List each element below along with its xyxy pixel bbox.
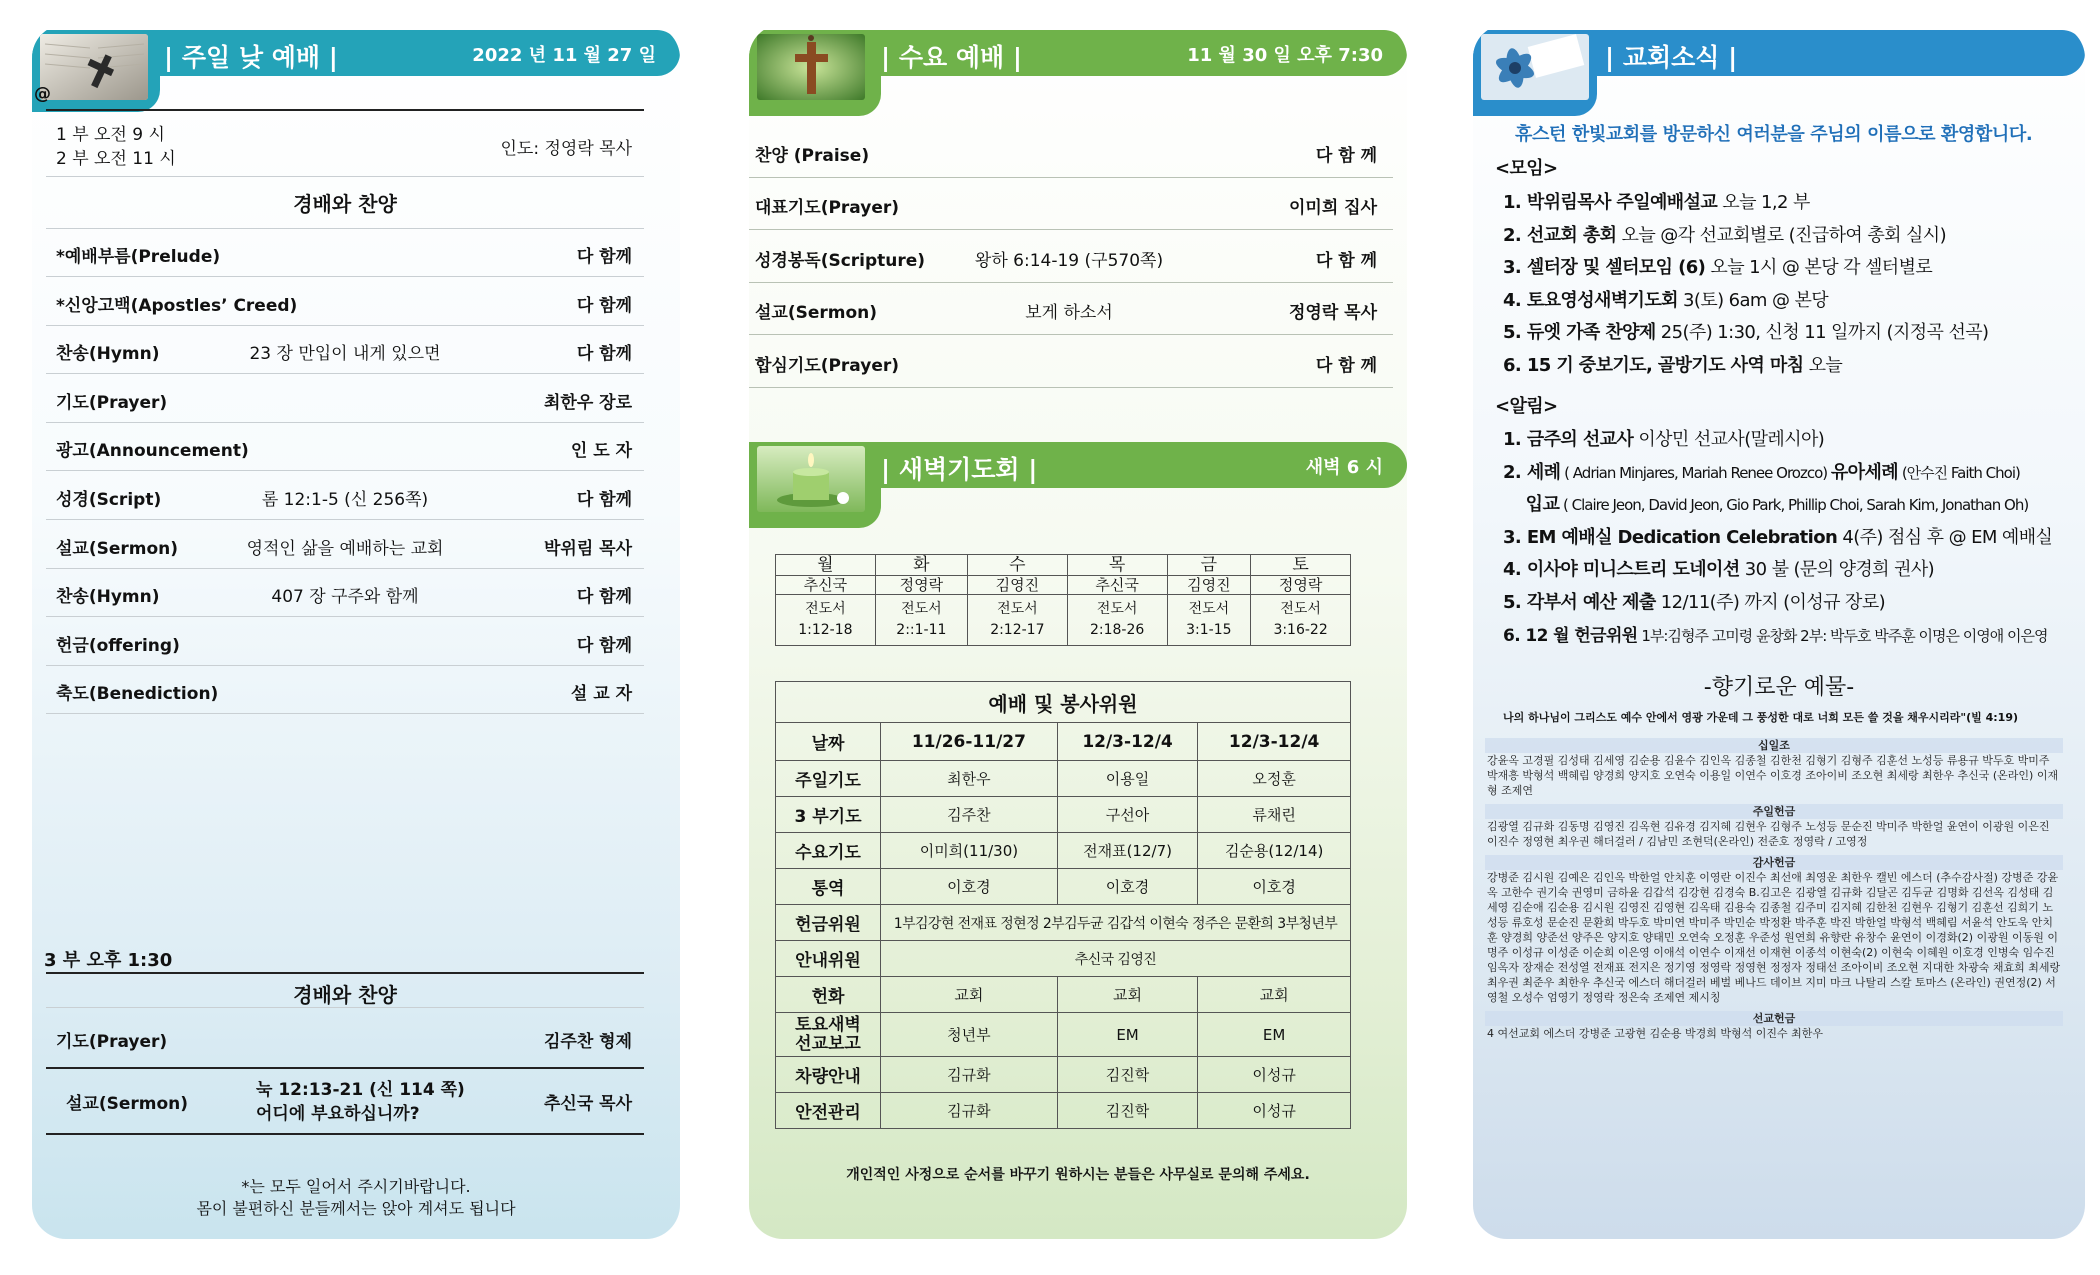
order-label: 헌금(offering) (56, 635, 180, 656)
dawn-prayer-time: 새벽 6 시 (1305, 457, 1383, 478)
order-label: 성경(Script) (56, 490, 162, 510)
order-row (46, 228, 644, 277)
gathering-item-title: 5. 듀엣 가족 찬양제 (1503, 322, 1656, 344)
notice-item-detail: ( Adrian Minjares, Mariah Renee Orozco) (1560, 463, 1831, 482)
wednesday-thumbnail-frame (749, 30, 881, 116)
volunteer-cell: 최한우 (881, 761, 1058, 797)
volunteer-header-cell: 12/3-12/4 (1057, 723, 1197, 761)
gathering-item-detail: 오늘 (1803, 355, 1843, 376)
order-row (46, 471, 644, 520)
sunday-service-panel (32, 24, 680, 1239)
volunteer-header-cell: 11/26-11/27 (881, 723, 1058, 761)
order-by: 다 함께 (576, 344, 632, 365)
gift-title: -향기로운 예물- (1703, 675, 1855, 700)
volunteer-row (776, 1093, 1351, 1129)
sunday-service-title: | 주일 낮 예배 | (164, 43, 338, 72)
volunteer-cell: 김규화 (881, 1057, 1058, 1093)
dawn-passage-cell (776, 595, 876, 646)
gathering-item-detail: 오늘 1,2 부 (1717, 192, 1810, 213)
first-service-time: 1 부 오전 9 시 (56, 125, 165, 145)
dawn-passage-cell (967, 595, 1067, 646)
worship-section-title: 경배와 찬양 (293, 192, 397, 216)
volunteer-cell: 이호경 (1198, 869, 1351, 905)
order-by: 다 함께 (576, 247, 632, 267)
wednesday-service-panel (749, 24, 1407, 1239)
volunteer-role-cell: 통역 (776, 869, 881, 905)
worship-section-title-2: 경배와 찬양 (293, 983, 397, 1007)
volunteer-role-cell: 안전관리 (776, 1093, 881, 1129)
volunteer-cell: 김규화 (881, 1093, 1058, 1129)
wednesday-order-by: 다 함 께 (1315, 146, 1377, 166)
second-service-time: 2 부 오전 11 시 (56, 149, 176, 169)
schedule-change-note: 개인적인 사정으로 순서를 바꾸기 원하시는 분들은 사무실로 문의해 주세요. (846, 1167, 1310, 1183)
wednesday-order-row (749, 230, 1393, 283)
leader-label: 인도: 정영락 목사 (500, 139, 632, 159)
third-sermon-row (46, 1067, 644, 1135)
notice-item (1503, 523, 2052, 549)
wednesday-order-by: 다 함 께 (1315, 250, 1377, 271)
weekday-cell: 목 (1067, 555, 1167, 576)
weekday-cell: 수 (967, 555, 1067, 576)
order-row (46, 422, 644, 471)
gathering-item (1503, 318, 1988, 344)
notice-item-detail-2: (안수진 Faith Choi) (1898, 463, 2020, 482)
wednesday-order-row (749, 177, 1393, 230)
wooden-cross-image-icon (757, 34, 865, 100)
volunteer-role-cell: 안내위원 (776, 941, 881, 977)
volunteer-row (776, 833, 1351, 869)
order-by: 다 함께 (576, 490, 632, 510)
third-prayer-by: 김주찬 형제 (543, 1032, 632, 1052)
gathering-heading: <모임> (1495, 158, 1558, 179)
volunteer-role-cell (776, 1013, 881, 1057)
wednesday-order-by: 이미희 집사 (1288, 198, 1377, 219)
gathering-item (1503, 188, 1810, 214)
footnote-standing: *는 모두 일어서 주시기바랍니다. (241, 1177, 471, 1196)
order-row (46, 617, 644, 666)
gathering-item-title: 1. 박위림목사 주일예배설교 (1503, 192, 1718, 213)
dawn-passage: 2::1-11 (896, 622, 947, 638)
order-label: 찬송(Hymn) (56, 587, 160, 608)
service-volunteers-title: 예배 및 봉사위원 (776, 682, 1351, 723)
notice-item (1503, 425, 1824, 451)
notice-item-title: 1. 금주의 선교사 (1503, 429, 1634, 450)
notice-item-detail: 1부:김형주 고미령 윤창화 2부: 박두호 박주훈 이명은 이영애 이은영 (1637, 626, 2048, 645)
notice-item-title: 4. 이사야 미니스트리 도네이션 (1503, 559, 1740, 581)
volunteer-cell: 이용일 (1057, 761, 1197, 797)
volunteer-cell: 교회 (881, 977, 1058, 1013)
volunteer-row (776, 977, 1351, 1013)
bible-cross-image-icon (40, 34, 148, 100)
volunteer-row (776, 761, 1351, 797)
volunteer-cell: 김진학 (1057, 1093, 1197, 1129)
order-row (46, 374, 644, 423)
order-by: 다 함께 (576, 635, 632, 656)
volunteer-row (776, 1013, 1351, 1057)
weekday-cell: 화 (875, 555, 967, 576)
wednesday-service-title: | 수요 예배 | (881, 43, 1022, 72)
volunteer-header-cell: 날짜 (776, 723, 881, 761)
wednesday-order-content: 왕하 6:14-19 (구570쪽) (974, 250, 1164, 271)
order-label: *신앙고백(Apostles’ Creed) (56, 295, 298, 316)
gathering-item-detail: 오늘 @각 선교회별로 (진급하여 총회 실시) (1616, 224, 1947, 246)
order-content: 롬 12:1-5 (신 256쪽) (261, 490, 429, 510)
dawn-book: 전도서 (1096, 601, 1138, 617)
dawn-leader-cell: 추신국 (776, 576, 876, 595)
weekday-cell: 금 (1167, 555, 1251, 576)
gift-section-heading: 감사헌금 (1485, 855, 2063, 870)
gift-list (1485, 736, 2063, 1047)
volunteer-role-cell: 헌금위원 (776, 905, 881, 941)
notice-item-title: 5. 각부서 예산 제출 (1503, 592, 1656, 613)
wednesday-order-row (749, 125, 1393, 178)
volunteer-cell: 교회 (1198, 977, 1351, 1013)
gathering-item-detail: 오늘 1시 @ 본당 각 셀터별로 (1705, 257, 1933, 279)
gift-section-heading: 십일조 (1485, 738, 2063, 753)
order-label: 기도(Prayer) (56, 392, 168, 413)
dawn-passage: 2:12-17 (990, 622, 1045, 638)
at-symbol: @ (34, 84, 51, 104)
volunteer-cell: 류채린 (1198, 797, 1351, 833)
third-service-divider (46, 972, 644, 974)
order-row (46, 277, 644, 326)
order-label: 찬송(Hymn) (56, 344, 160, 365)
notice-item-title: 2. 세례 (1503, 461, 1561, 483)
volunteer-row (776, 905, 1351, 941)
volunteer-cell: 전재표(12/7) (1057, 833, 1197, 869)
volunteer-cell: 이미희(11/30) (881, 833, 1058, 869)
volunteer-row (776, 869, 1351, 905)
gift-section-names: 김광열 김규화 김동명 김영진 김옥현 김유경 김지혜 김현우 김형주 노성등 문순진 박미주 박한얼 윤연이 이광원 이은진 이진수 정영현 최우권 해더걸러 / 김남민 조현덕(온라인) 전준호 정영락 / 고영정 (1487, 820, 2050, 848)
gift-section-names: 강윤옥 고경필 김성태 김세영 김순용 김윤수 김인옥 김종철 김한천 김형기 김형주 김훈선 노성등 류용규 박두호 박미주 박재흥 박형석 백혜림 양경희 양지호 오연숙 이용일 이연수 이호경 조아이비 조오현 최세랑 최한우 추신국 (온라인) 이재형 조제연 (1487, 754, 2059, 797)
volunteer-merged-cell: 추신국 김영진 (881, 941, 1351, 977)
volunteer-role-cell: 주일기도 (776, 761, 881, 797)
volunteer-cell: 김주찬 (881, 797, 1058, 833)
dawn-passage-cell (1251, 595, 1351, 646)
order-by: 다 함께 (576, 587, 632, 608)
notice-item (1503, 490, 2028, 516)
volunteer-row (776, 941, 1351, 977)
order-by: 다 함께 (576, 295, 632, 316)
gift-section-names: 4 여선교회 에스더 강병준 고광현 김순용 박경희 박형석 이진수 최한우 (1487, 1027, 1823, 1040)
section2-divider (46, 1007, 644, 1008)
service-times-row (46, 114, 644, 177)
volunteer-role-cell: 수요기도 (776, 833, 881, 869)
church-news-panel (1473, 24, 2085, 1239)
order-content: 407 장 구주와 함께 (271, 587, 419, 608)
order-row (46, 325, 644, 374)
order-by: 박위림 목사 (543, 538, 632, 559)
dawn-passage-cell (1067, 595, 1167, 646)
notice-item-detail: 30 불 (문의 양경희 권사) (1739, 559, 1935, 581)
volunteer-cell: 청년부 (881, 1013, 1058, 1057)
volunteer-cell: 오정훈 (1198, 761, 1351, 797)
dawn-book: 전도서 (1188, 601, 1230, 617)
notice-item-title-2: 유아세례 (1830, 461, 1899, 483)
volunteer-role-line2: 선교보고 (795, 1033, 861, 1054)
gathering-item-detail: 25(주) 1:30, 신청 11 일까지 (지정곡 선곡) (1655, 322, 1989, 344)
volunteer-cell: 김진학 (1057, 1057, 1197, 1093)
notice-item-detail: 4(주) 점심 후 @ EM 예배실 (1837, 526, 2053, 548)
order-row (46, 665, 644, 714)
wednesday-order-label: 성경봉독(Scripture) (755, 250, 926, 271)
order-row (46, 568, 644, 617)
gathering-item (1503, 351, 1842, 377)
dawn-prayer-title: | 새벽기도회 | (881, 455, 1038, 484)
dawn-passage: 1:12-18 (798, 622, 853, 638)
volunteer-cell: 구선아 (1057, 797, 1197, 833)
gathering-item-title: 4. 토요영성새벽기도회 (1503, 289, 1678, 311)
gift-section-heading: 주일헌금 (1485, 804, 2063, 819)
third-service-time: 3 부 오후 1:30 (44, 950, 173, 971)
order-by: 최한우 장로 (543, 392, 632, 413)
gathering-item (1503, 253, 1932, 279)
dawn-leader-cell: 정영락 (1251, 576, 1351, 595)
notice-item-title: 입교 (1503, 494, 1560, 516)
wednesday-service-time: 11 월 30 일 오후 7:30 (1187, 45, 1383, 66)
notice-item (1503, 458, 2020, 484)
dawn-book: 전도서 (901, 601, 942, 617)
third-sermon-scripture: 눅 12:13-21 (신 114 쪽) (256, 1080, 465, 1100)
notice-item (1503, 555, 1934, 581)
notice-item (1503, 588, 1885, 614)
wednesday-order-label: 대표기도(Prayer) (755, 198, 900, 219)
dawn-passage-cell (1167, 595, 1251, 646)
volunteer-cell: 이성규 (1198, 1093, 1351, 1129)
gathering-item-title: 2. 선교회 총회 (1503, 224, 1617, 246)
wednesday-order-content: 보게 하소서 (1025, 303, 1113, 324)
wednesday-order-by: 다 함 께 (1315, 355, 1377, 376)
worship-section-row (46, 176, 644, 229)
weekday-cell: 월 (776, 555, 876, 576)
dawn-leader-cell: 김영진 (967, 576, 1067, 595)
footnote-seated: 몸이 불편하신 분들께서는 앉아 계셔도 됩니다 (196, 1199, 516, 1218)
dawn-passage-cell (875, 595, 967, 646)
notice-item-detail: ( Claire Jeon, David Jeon, Gio Park, Phillip Choi, Sarah Kim, Jonathan Oh) (1559, 496, 2029, 515)
volunteer-cell: EM (1198, 1013, 1351, 1057)
volunteer-cell: EM (1057, 1013, 1197, 1057)
wednesday-order-label: 설교(Sermon) (755, 303, 878, 324)
order-label: 광고(Announcement) (56, 441, 249, 462)
third-prayer-label: 기도(Prayer) (56, 1032, 168, 1052)
volunteer-cell: 이성규 (1198, 1057, 1351, 1093)
dawn-thumbnail-frame (749, 442, 881, 528)
volunteer-row (776, 1057, 1351, 1093)
volunteer-role-cell: 3 부기도 (776, 797, 881, 833)
dawn-passage: 3:1-15 (1186, 622, 1232, 638)
top-divider (46, 109, 644, 111)
wednesday-order-row (749, 335, 1393, 388)
gathering-item (1503, 221, 1946, 247)
gathering-item-title: 6. 15 기 중보기도, 골방기도 사역 마침 (1503, 355, 1804, 376)
notice-item-detail: 이상민 선교사(말레시아) (1633, 429, 1825, 450)
service-volunteers-table (775, 681, 1351, 1129)
order-by: 설 교 자 (570, 684, 632, 705)
notice-item-title: 3. EM 예배실 Dedication Celebration (1503, 526, 1838, 548)
candle-image-icon (757, 446, 865, 512)
dawn-book: 전도서 (1280, 601, 1321, 617)
notice-item-detail: 12/11(주) 까지 (이성규 장로) (1655, 592, 1886, 613)
volunteer-merged-cell: 1부김강현 전재표 정현정 2부김두균 김갑석 이현숙 정주은 문환희 3부청년부 (881, 905, 1351, 941)
dawn-book: 전도서 (805, 601, 846, 617)
wednesday-order-label: 합심기도(Prayer) (755, 355, 900, 376)
church-news-thumbnail-frame (1473, 30, 1597, 116)
notice-heading: <알림> (1495, 396, 1558, 417)
volunteer-role-cell: 차량안내 (776, 1057, 881, 1093)
third-sermon-label: 설교(Sermon) (66, 1094, 189, 1114)
dawn-book: 전도서 (997, 601, 1038, 617)
gathering-item-detail: 3(토) 6am @ 본당 (1677, 289, 1829, 311)
gathering-item-title: 3. 셀터장 및 셀터모임 (6) (1503, 257, 1706, 279)
sunday-service-date: 2022 년 11 월 27 일 (472, 45, 656, 66)
volunteer-role-cell: 헌화 (776, 977, 881, 1013)
sunday-thumbnail-frame (32, 30, 160, 112)
gift-section-heading: 선교헌금 (1485, 1011, 2063, 1026)
dawn-passage: 2:18-26 (1089, 622, 1145, 638)
volunteer-cell: 이호경 (1057, 869, 1197, 905)
notice-item (1503, 621, 2047, 646)
wednesday-order-row (749, 282, 1393, 335)
order-label: 축도(Benediction) (56, 684, 219, 705)
church-news-title: | 교회소식 | (1605, 43, 1738, 72)
third-prayer-row (46, 1009, 644, 1069)
wednesday-order-by: 정영락 목사 (1288, 303, 1377, 324)
dawn-leader-cell: 추신국 (1067, 576, 1167, 595)
order-content: 23 장 만입이 내게 있으면 (249, 344, 441, 365)
dawn-passage: 3:16-22 (1273, 622, 1328, 638)
gift-section-names: 강병준 김시원 김예은 김인옥 박한얼 안치훈 이영란 이진수 최선애 최영운 최한우 캘빈 에스더 (추수감사절) 강병준 강윤옥 고한수 권기숙 권영미 금하윤 김갑석 김강현 김경숙 B.김고은 김광열 김규화 김달곤 김두균 김명화 김선옥 김성태 김세영 김순애 김순용 김시원 김영진 김영현 김옥태 김용숙 김종철 김주미 김지혜 김한천 김현우 김형기 김훈선 김희기 노성등 류호성 문순진 문환희 박두호 박미연 박미주 박민순 박정환 박주훈 박진 박한얼 박형석 백혜림 서윤석 안도욱 안치훈 양경희 양준선 양주은 양지호 양태민 오연숙 오정훈 우준성 원연희 유향란 유창수 윤연이 이경화(2) 이광원 이동원 이명주 이성규 이성준 이순희 이은영 이애석 이연수 이재선 이재현 이종석 이현숙(2) 이현숙 이혜원 이호경 인병숙 임수진 임옥자 장재순 전성열 전재표 전지은 정기영 정영락 정영현 정정자 정태선 조아이비 조오현 지대한 차광숙 채효희 최세랑 최우권 최준우 최한우 추신국 에스더 해더걸러 베벌 베나드 데이브 지미 마크 나탈리 스칼 토마스 (온라인) 권연정(2) 서영철 오성수 엄영기 정영락 정은숙 조제연 제시칭 (1487, 871, 2061, 1004)
weekday-cell: 토 (1251, 555, 1351, 576)
order-row (46, 520, 644, 569)
third-sermon-by: 추신국 목사 (543, 1094, 632, 1114)
gathering-item (1503, 286, 1828, 312)
gift-verse: 나의 하나님이 그리스도 예수 안에서 영광 가운데 그 풍성한 대로 너희 모든 쓸 것을 채우시리라"(빌 4:19) (1503, 711, 2019, 724)
dawn-prayer-week-table (775, 554, 1351, 646)
volunteer-cell: 이호경 (881, 869, 1058, 905)
order-label: *예배부름(Prelude) (56, 247, 221, 267)
volunteer-header-cell: 12/3-12/4 (1198, 723, 1351, 761)
welcome-message: 휴스턴 한빛교회를 방문하신 여러분을 주님의 이름으로 환영합니다. (1515, 124, 2033, 145)
volunteer-cell: 교회 (1057, 977, 1197, 1013)
wednesday-order-label: 찬양 (Praise) (755, 146, 870, 166)
order-by: 인 도 자 (570, 441, 632, 462)
volunteer-role-line1: 토요새벽 (795, 1014, 861, 1035)
dawn-leader-cell: 김영진 (1167, 576, 1251, 595)
volunteer-cell: 김순용(12/14) (1198, 833, 1351, 869)
order-label: 설교(Sermon) (56, 538, 179, 559)
third-sermon-title: 어디에 부요하십니까? (256, 1104, 420, 1124)
order-content: 영적인 삶을 예배하는 교회 (246, 538, 444, 559)
flower-card-image-icon (1481, 34, 1589, 100)
dawn-leader-cell: 정영락 (875, 576, 967, 595)
volunteer-row (776, 797, 1351, 833)
notice-item-title: 6. 12 월 헌금위원 (1503, 625, 1638, 646)
